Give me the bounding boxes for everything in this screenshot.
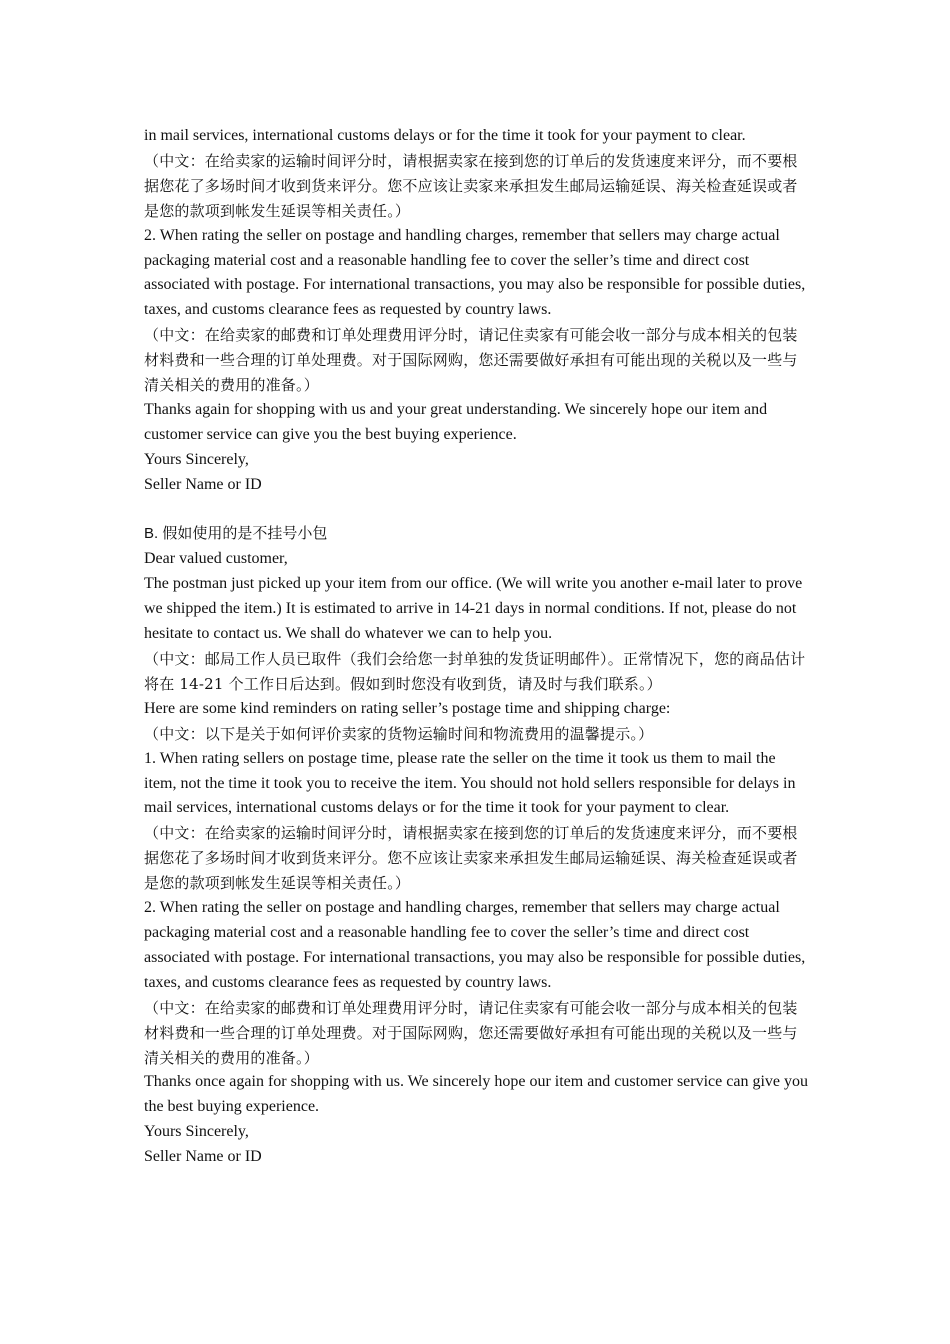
paragraph-zh: （中文：在给卖家的邮费和订单处理费用评分时，请记住卖家有可能会收一部分与成本相关的包装材料费和一些合理的订单处理费。对于国际网购，您还需要做好承担有可能出现的关税以及一些与清关相关的费用的准备。） xyxy=(144,326,798,395)
signature-line: Seller Name or ID xyxy=(144,475,262,493)
thanks-paragraph: Thanks once again for shopping with us. We sincerely hope our item and customer service can give you the best buying experience. xyxy=(144,1073,809,1116)
paragraph-zh: （中文：以下是关于如何评价卖家的货物运输时间和物流费用的温馨提示。） xyxy=(144,724,654,743)
section-heading: B. 假如使用的是不挂号小包 xyxy=(144,525,328,543)
paragraph-zh: （中文：在给卖家的邮费和订单处理费用评分时，请记住卖家有可能会收一部分与成本相关的包装材料费和一些合理的订单处理费。对于国际网购，您还需要做好承担有可能出现的关税以及一些与清关相关的费用的准备。） xyxy=(144,998,798,1067)
list-item: 1. When rating sellers on postage time, please rate the seller on the time it took us them to mail the item, not the time it took you to receive the item. You should not hold sellers responsible for delays in mail services, international customs delays or for the time it took for your payment to clear. xyxy=(144,749,796,817)
document-body xyxy=(144,124,808,1170)
paragraph-zh: （中文：邮局工作人员已取件（我们会给您一封单独的发货证明邮件）。正常情况下，您的商品估计将在 14-21 个工作日后达到。假如到时您没有收到货，请及时与我们联系。） xyxy=(144,650,806,693)
signature-line: Seller Name or ID xyxy=(144,1148,262,1166)
closing-line: Yours Sincerely, xyxy=(144,1123,249,1141)
paragraph-en: Here are some kind reminders on rating seller’s postage time and shipping charge: xyxy=(144,699,671,717)
thanks-paragraph: Thanks again for shopping with us and your great understanding. We sincerely hope our item and customer service can give you the best buying experience. xyxy=(144,400,768,443)
paragraph-en: 2. When rating the seller on postage and handling charges, remember that sellers may charge actual packaging material cost and a reasonable handling fee to cover the seller’s time and direct cost associated with postage. For international transactions, you may also be responsible for possible duties, taxes, and customs clearance fees as requested by country laws. xyxy=(144,226,806,319)
greeting-line: Dear valued customer, xyxy=(144,550,288,568)
blank-line xyxy=(144,498,808,523)
closing-line: Yours Sincerely, xyxy=(144,450,249,468)
paragraph-zh: （中文：在给卖家的运输时间评分时，请根据卖家在接到您的订单后的发货速度来评分，而不要根据您花了多场时间才收到货来评分。您不应该让卖家来承担发生邮局运输延误、海关检查延误或者是您的款项到帐发生延误等相关责任。） xyxy=(144,151,798,220)
paragraph-en: in mail services, international customs delays or for the time it took for your payment to clear. xyxy=(144,127,746,144)
list-item: 2. When rating the seller on postage and handling charges, remember that sellers may charge actual packaging material cost and a reasonable handling fee to cover the seller’s time and direct cost associated with postage. For international transactions, you may also be responsible for possible duties, taxes, and customs clearance fees as requested by country laws. xyxy=(144,899,806,991)
paragraph-zh: （中文：在给卖家的运输时间评分时，请根据卖家在接到您的订单后的发货速度来评分，而不要根据您花了多场时间才收到货来评分。您不应该让卖家来承担发生邮局运输延误、海关检查延误或者是您的款项到帐发生延误等相关责任。） xyxy=(144,824,798,893)
paragraph-en: The postman just picked up your item from our office. (We will write you another e-mail later to prove we shipped the item.) It is estimated to arrive in 14-21 days in normal conditions. If not, please do not hesitate to contact us. We shall do whatever we can to help you. xyxy=(144,575,803,643)
